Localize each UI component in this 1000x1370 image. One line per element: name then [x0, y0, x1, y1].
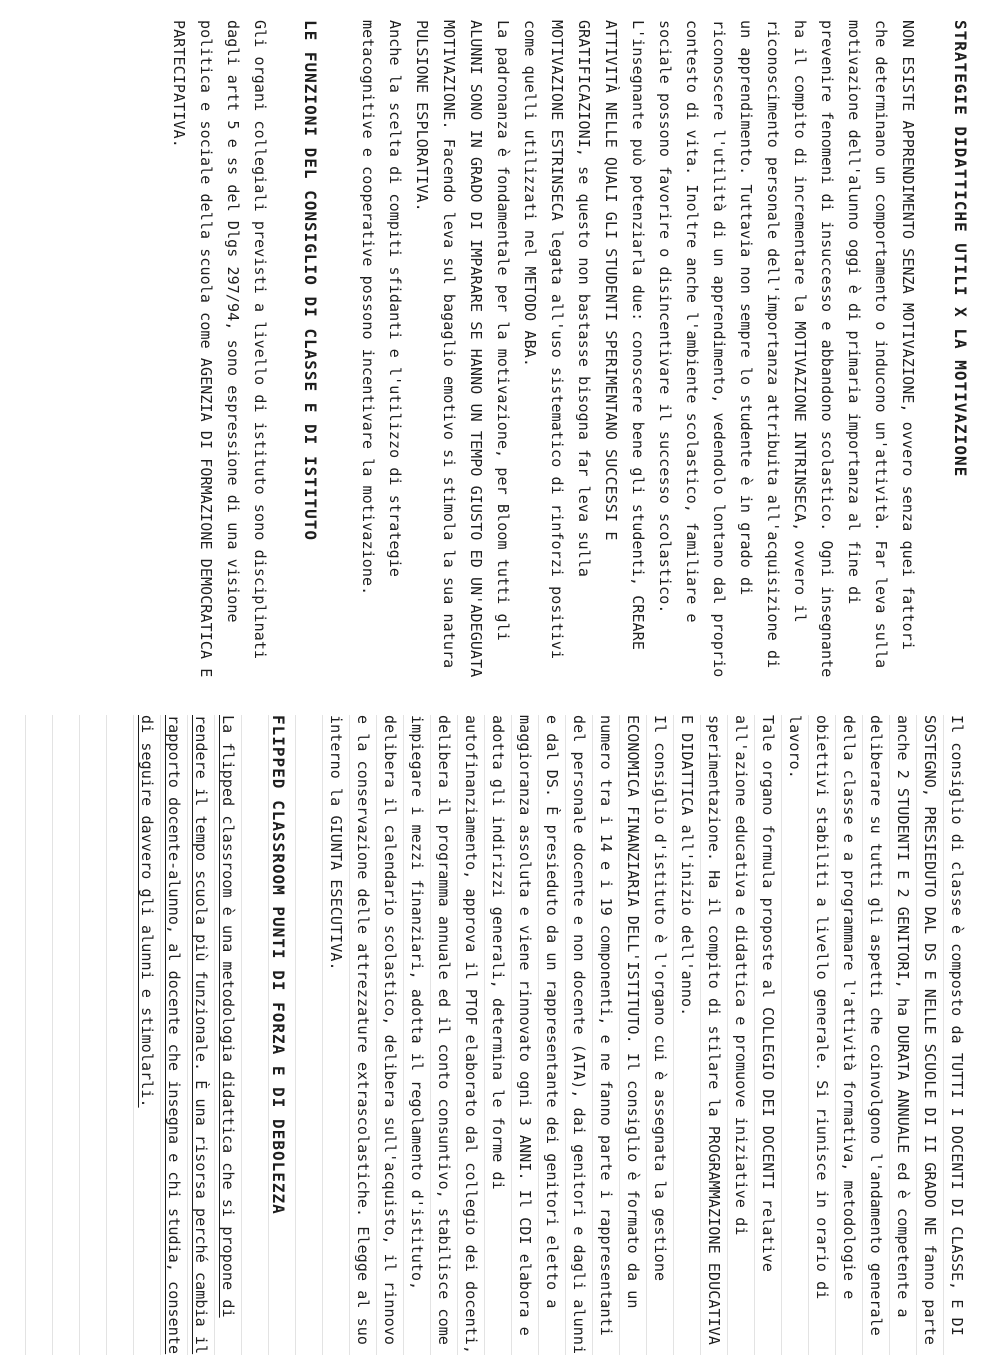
- motivation-title: STRATEGIE DIDATTICHE UTILI X LA MOTIVAZIONE: [951, 20, 970, 478]
- motivation-paragraph-1: NON ESISTE APPRENDIMENTO SENZA MOTIVAZIONE, ovvero senza quei fattori che determinano un comportamento o inducono un'attività. Far leva sulla motivazione dell'alunno oggi è di primaria importanza al fine di prevenire fenomeni di insuccesso e abbandono scolastico. Ogni insegnante ha il compito di incrementare la MOTIVAZIONE INTRINSECA, ovvero il riconoscimento personale dell'importanza attribuita all'acquisizione di un apprendimento. Tuttavia non sempre lo studente è in grado di riconoscere l'utilità di un apprendimento, vedendolo lontano dal proprio contesto di vita. Inoltre anche l'ambiente scolastico, familiare e sociale possono favorire o disincentivare il successo scolastico. L'insegnante può potenziarla due: conoscere bene gli studenti, CREARE ATTIVITÀ NELLE QUALI GLI STUDENTI SPERIMENTANO SUCCESSI E GRATIFICAZIONI, se questo non bastasse bisogna far leva sulla MOTIVAZIONE ESTRINSECA legata all'uso sistematico di rinforzi positivi come quelli utilizzati nel METODO ABA.: [521, 20, 917, 678]
- left-column: [18, 20, 970, 685]
- council-functions-paragraph: Gli organi collegiali previsti a livello di istituto sono disciplinati dagli artt 5 e ss del Dlgs 297/94, sono espressione di una visione politica e sociale della scuola come AGENZIA DI FORMAZIONE DEMOCRATICA E PARTECIPATIVA.: [170, 20, 269, 678]
- council-functions-title: LE FUNZIONI DEL CONSIGLIO DI CLASSE E DI ISTITUTO: [301, 20, 320, 542]
- institute-council-paragraph: Il consiglio d'istituto è l'organo cui è assegnata la gestione ECONOMICA FINANZIARIA DELL'ISTITUTO. Il consiglio è formato da un numero tra i 14 e i 19 componenti, e ne fanno parte i rappresentanti del personale docente e non docente (ATA), dai genitori e dagli alunni e dal DS. È presieduto da un rappresentante dei genitori eletto a maggioranza assoluta e viene rinnovato ogni 3 ANNI. Il CDI elabora e adotta gli indirizzi generali, determina le forme di autofinanziamento, approva il PTOF elaborato dal collegio dei docenti, delibera il programma annuale ed il conto consuntivo, stabilisce come impiegare i mezzi finanziari, adotta il regolamento d'istituto, delibera il calendario scolastico, delibera sull'acquisto, il rinnovo e la conservazione delle attrezzature extrascolastiche. Elegge al suo interno la GIUNTA ESECUTIVA.: [327, 715, 669, 1355]
- motivation-paragraph-2: La padronanza è fondamentale per la motivazione, per Bloom tutti gli ALUNNI SONO IN GRADO DI IMPARARE SE HANNO UN TEMPO GIUSTO ED UN'ADEGUATA MOTIVAZIONE. Facendo leva sul bagaglio emotivo si stimola la sua natura PULSIONE ESPLORATIVA.: [413, 20, 512, 678]
- motivation-paragraph-3: Anche la scelta di compiti sfidanti e l'utilizzo di strategie metacognitive e cooperative possono incentivare la motivazione.: [359, 20, 404, 596]
- class-council-proposals-paragraph: Tale organo formula proposte al COLLEGIO DEI DOCENTI relative all'azione educativa e didattica e promuove iniziative di sperimentazione. Ha il compito di stilare la PROGRAMMAZIONE EDUCATIVA E DIDATTICA all'inizio dell'anno.: [678, 715, 777, 1346]
- flipped-classroom-title: FLIPPED CLASSROOM PUNTI DI FORZA E DI DEBOLEZZA: [269, 715, 288, 1215]
- class-council-paragraph: Il consiglio di classe è composto da TUTTI I DOCENTI DI CLASSE, E DI SOSTEGNO, PRESIEDUTO DAL DS E NELLE SCUOLE DI II GRADO NE fanno parte anche 2 STUDENTI E 2 GENITORI, ha DURATA ANNUALE ed è competente a deliberare su tutti gli aspetti che coinvolgono l'andamento generale della classe e a programmare l'attività formativa, metodologie e obiettivi stabiliti a livello generale. Si riunisce in orario di lavoro.: [786, 715, 966, 1346]
- right-column: [18, 715, 970, 1355]
- flipped-classroom-paragraph: La flipped classroom è una metodologia didattica che si propone di rendere il tempo scuola più funzionale. È una risorsa perché cambia il rapporto docente-alunno, al docente che insegna e chi studia, consente di seguire davvero gli alunni e stimolarli.: [138, 715, 237, 1355]
